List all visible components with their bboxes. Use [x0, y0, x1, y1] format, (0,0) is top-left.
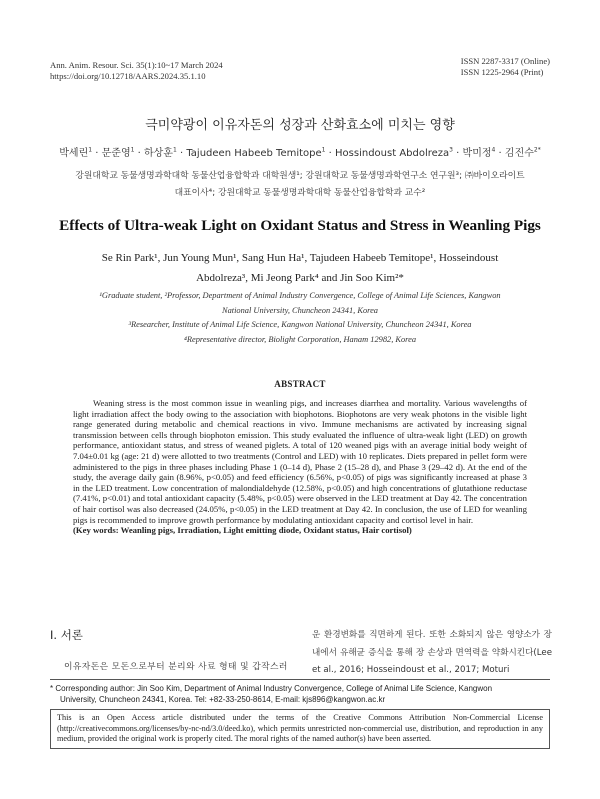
author: Hossindoust Abdolreza$^3$: [335, 146, 453, 159]
correspondence-note: * Corresponding author: Jin Soo Kim, Department of Animal Industry Convergence, College of Animal Life Science, Kangwon University, Chuncheon 24341, Korea. Tel: +82-33-250-8614, E-mail: kjs896@kangwon.ac.kr: [50, 684, 493, 704]
english-authors: Se Rin Park¹, Jun Young Mun¹, Sang Hun Ha¹, Tajudeen Habeeb Temitope¹, Hosseindoust Abdolreza³, Mi Jeong Park⁴ and Jin Soo Kim²*: [101, 252, 499, 284]
journal-line: Ann. Anim. Resour. Sci. 35(1):10~17 March 2024: [50, 60, 223, 70]
issn-online: ISSN 2287-3317 (Online): [460, 56, 550, 66]
author: 박세린$^1$: [59, 146, 93, 159]
korean-authors: 박세린$^1$ · 문준영$^1$ · 하상훈$^1$ · Tajudeen Habeeb Temitope$^1$ · Hossindoust Abdolreza$^3$ · 박미정$^4$ · 김진수$^{2*}$: [59, 146, 541, 159]
author: Tajudeen Habeeb Temitope$^1$: [186, 146, 326, 159]
intro-left-column: [50, 627, 292, 672]
keywords: (Key words: Weanling pigs, Irradiation, Light emitting diode, Oxidant status, Hair cortisol): [73, 525, 412, 536]
citation-block: [50, 60, 223, 82]
license-box: This is an Open Access article distributed under the terms of the Creative Commons Attribution Non-Commercial License (http://creativecommons.org/licenses/by-nc-nd/3.0/deed.ko), which permits unrestricted non-commercial use, distribution, and reproduction in any medium, provided the original work is properly cited. The moral rights of the named author(s) have been asserted.: [50, 709, 550, 749]
abstract-text: Weaning stress is the most common issue in weanling pigs, and increases diarrhea and mortality. Various wavelengths of light irradiation affect the body owing to the association with biophotons. Biophotons are very weak photons in the visible light range generated during metabolic and chemical reactions in vivo. Immune mechanisms are activated by increasing signal transmission between cells through biophoton emission. This study evaluated the influence of ultra-weak light (LED) on growth performance, antioxidant status, and stress of weaned piglets. A total of 120 weaned pigs with an average initial body weight of 7.04±0.01 kg (age: 21 d) were allotted to two treatments (Control and LED) with 10 replicates. Diets prepared in pellet form were administered to the pigs in three phases including Phase 1 (0–14 d), Phase 2 (15–28 d), and Phase 3 (29–42 d). At the end of the study, the average daily gain (8.96%, p<0.05) and feed efficiency (6.56%, p<0.05) of pigs was significantly increased at phase 3 in the LED treatment. Low concentration of malondialdehyde (12.58%, p<0.05) and high concentrations of glutathione reductase (7.41%, p<0.01) and total antioxidant capacity (5.48%, p<0.05) were observed in the LED treatment at Day 42. The concentration of hair cortisol was also decreased (24.05%, p<0.05) in the LED treatment at Day 42. In conclusion, the use of LED for weanling pigs is recommended to improve growth performance by modulating antioxidant capacity and cortisol level in hair.: [73, 398, 527, 525]
korean-affiliations: [50, 168, 550, 202]
korean-affiliation-line: 대표이사⁴; 강원대학교 동물생명과학대학 동물산업융합학과 교수²: [174, 188, 426, 198]
korean-title: 극미약광이 이유자돈의 성장과 산화효소에 미치는 영향: [145, 118, 455, 133]
english-title: Effects of Ultra-weak Light on Oxidant Status and Stress in Weanling Pigs: [59, 217, 541, 234]
section-heading: Ⅰ. 서론: [50, 628, 83, 642]
intro-text-left: 이유자돈은 모돈으로부터 분리와 사료 형태 및 갑작스러: [64, 662, 288, 672]
author: 박미정$^4$: [462, 146, 496, 159]
author: 김진수$^{2*}$: [504, 146, 541, 159]
korean-affiliation-line: 강원대학교 동물생명과학대학 동물산업융합학과 대학원생¹; 강원대학교 동물생명과학연구소 연구원³; ㈜바이오라이트: [75, 171, 525, 181]
doi-link[interactable]: https://doi.org/10.12718/AARS.2024.35.1.10: [50, 71, 206, 81]
abstract-heading: ABSTRACT: [274, 379, 326, 389]
author: 하상훈$^1$: [143, 146, 177, 159]
issn-block: [461, 56, 550, 78]
footnote-divider: [50, 679, 550, 680]
abstract-body: [73, 398, 527, 536]
intro-right-column: 운 환경변화를 직면하게 된다. 또한 소화되지 않은 영양소가 장 내에서 유해균 증식을 통해 장 손상과 면역력을 약화시킨다(Lee et al., 2016; Hosseindoust et al., 2017; Moturi: [312, 630, 552, 675]
english-affiliations: ¹Graduate student, ²Professor, Department of Animal Industry Convergence, College of Animal Life Sciences, Kangwon National University, Chuncheon 24341, Korea ³Researcher, Institute of Animal Life Science, Kangwon National University, Chuncheon 24341, Korea ⁴Representative director, Biolight Corporation, Hanam 12982, Korea: [99, 291, 501, 344]
issn-print: ISSN 1225-2964 (Print): [460, 67, 544, 77]
author: 문준영$^1$: [101, 146, 135, 159]
